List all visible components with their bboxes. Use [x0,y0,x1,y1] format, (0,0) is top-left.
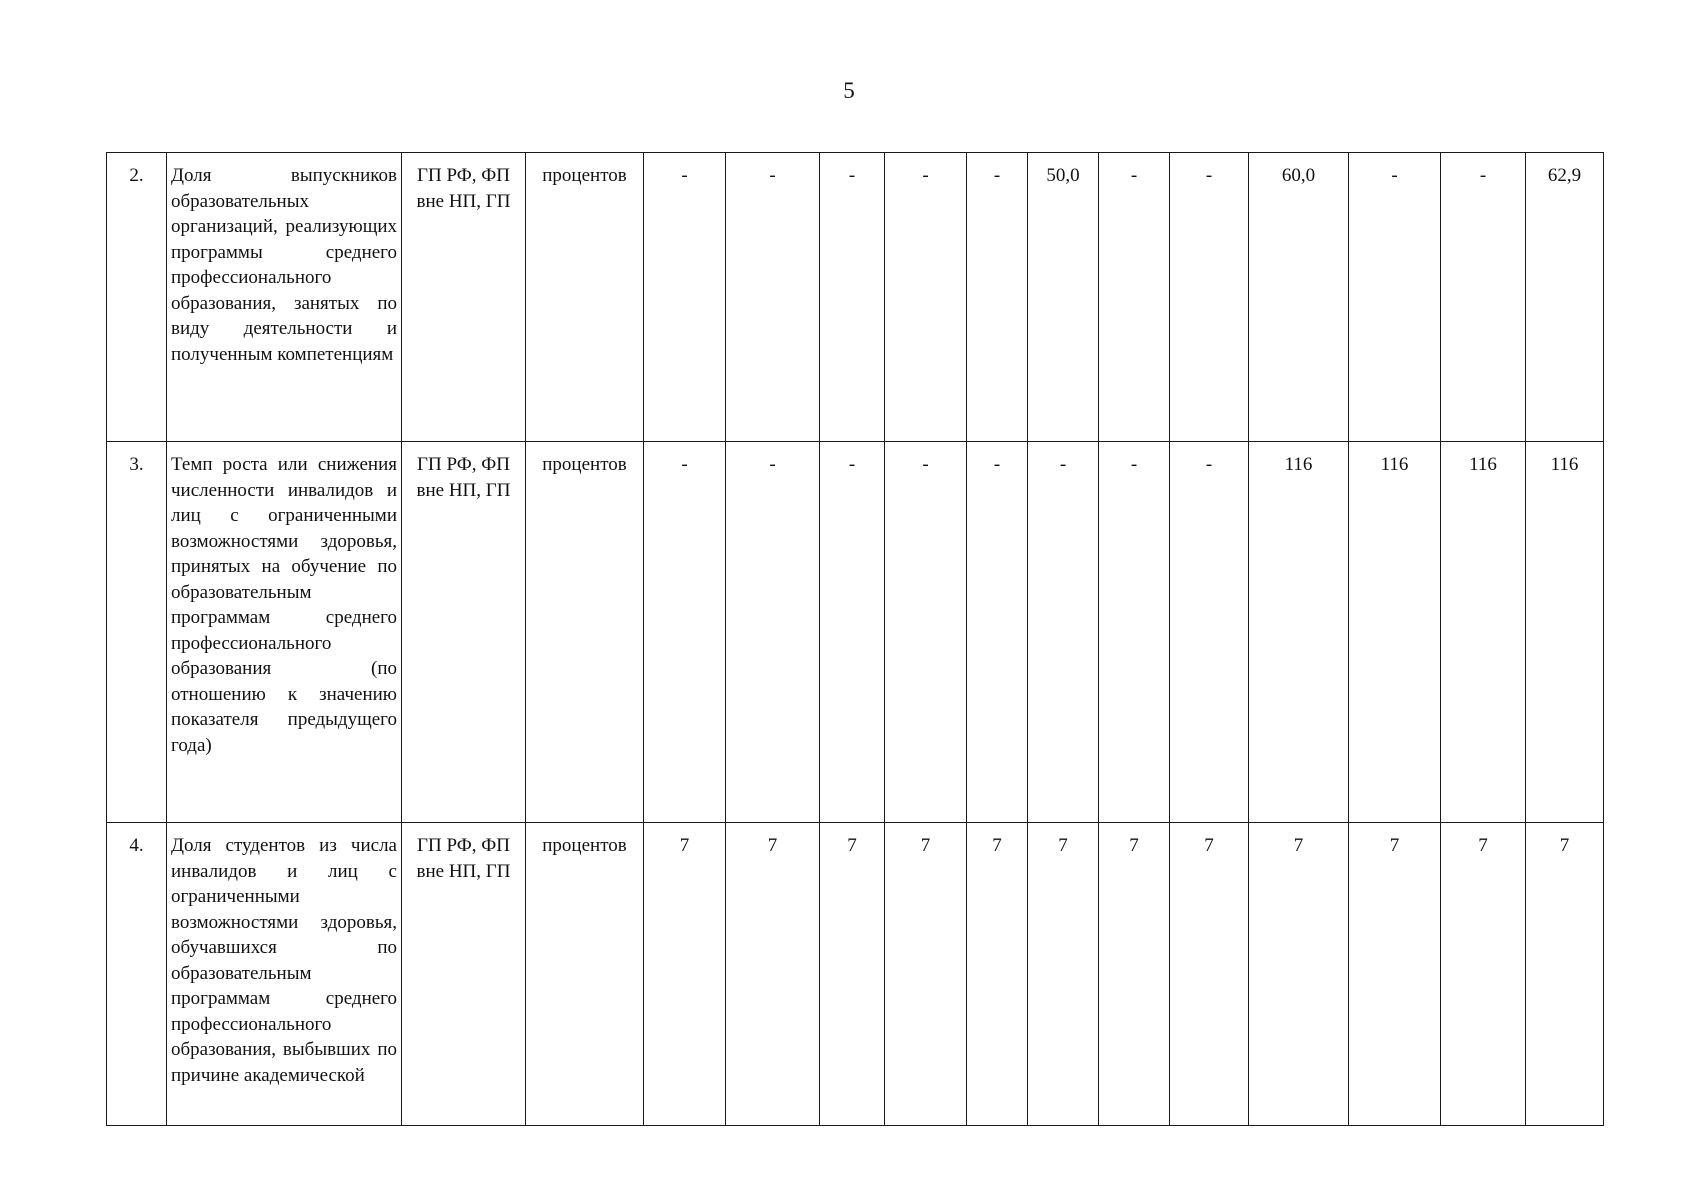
unit-cell: процентов [526,823,644,1126]
row-number: 3. [129,454,144,475]
program-cell: ГП РФ, ФП вне НП, ГП [402,823,526,1126]
indicators-table [106,152,1604,1126]
value-cell: - [644,153,726,442]
value-cell: - [644,442,726,823]
row-number: 2. [129,165,144,186]
value-cell: 7 [726,823,820,1126]
value-cell: 7 [1441,823,1526,1126]
value-cell: 7 [1349,823,1441,1126]
value-cell: 7 [1099,823,1170,1126]
value-cell: - [885,442,967,823]
value-cell: 7 [820,823,885,1126]
value-cell: - [1099,442,1170,823]
value-cell: 7 [644,823,726,1126]
value-cell: - [1028,442,1099,823]
value-cell: - [726,442,820,823]
indicator-name-cell: Доля выпускников образовательных организаций, реализующих программы среднего профессионального образования, занятых по виду деятельности и полученным компетенциям [167,153,402,442]
value-cell: - [1170,442,1249,823]
value-cell: - [1441,153,1526,442]
value-cell: 7 [1526,823,1604,1126]
value-cell: - [967,153,1028,442]
value-cell: 116 [1249,442,1349,823]
program-cell: ГП РФ, ФП вне НП, ГП [402,153,526,442]
row-number: 4. [129,835,144,856]
row-number-cell [107,442,167,823]
unit-cell: процентов [526,442,644,823]
row-number-cell [107,823,167,1126]
value-cell: 50,0 [1028,153,1099,442]
value-cell: - [1349,153,1441,442]
program-cell: ГП РФ, ФП вне НП, ГП [402,442,526,823]
value-cell: 116 [1441,442,1526,823]
value-cell: - [967,442,1028,823]
indicator-name-cell: Темп роста или снижения численности инвалидов и лиц с ограниченными возможностями здоровья, принятых на обучение по образовательным программам среднего профессионального образования (по отношению к значению показателя предыдущего года) [167,442,402,823]
value-cell: - [820,442,885,823]
unit-cell: процентов [526,153,644,442]
value-cell: - [1170,153,1249,442]
row-number-cell [107,153,167,442]
value-cell: - [885,153,967,442]
value-cell: 7 [1028,823,1099,1126]
value-cell: 62,9 [1526,153,1604,442]
value-cell: - [1099,153,1170,442]
value-cell: 116 [1349,442,1441,823]
table-row [107,442,1604,823]
page-number: 5 [843,78,855,103]
value-cell: 7 [967,823,1028,1126]
value-cell: 7 [1249,823,1349,1126]
value-cell: - [726,153,820,442]
value-cell: - [820,153,885,442]
table-row [107,153,1604,442]
indicator-name-cell: Доля студентов из числа инвалидов и лиц с ограниченными возможностями здоровья, обучавшихся по образовательным программам среднего профессионального образования, выбывших по причине академической [167,823,402,1126]
value-cell: 7 [885,823,967,1126]
table-row [107,823,1604,1126]
value-cell: 116 [1526,442,1604,823]
value-cell: 60,0 [1249,153,1349,442]
value-cell: 7 [1170,823,1249,1126]
